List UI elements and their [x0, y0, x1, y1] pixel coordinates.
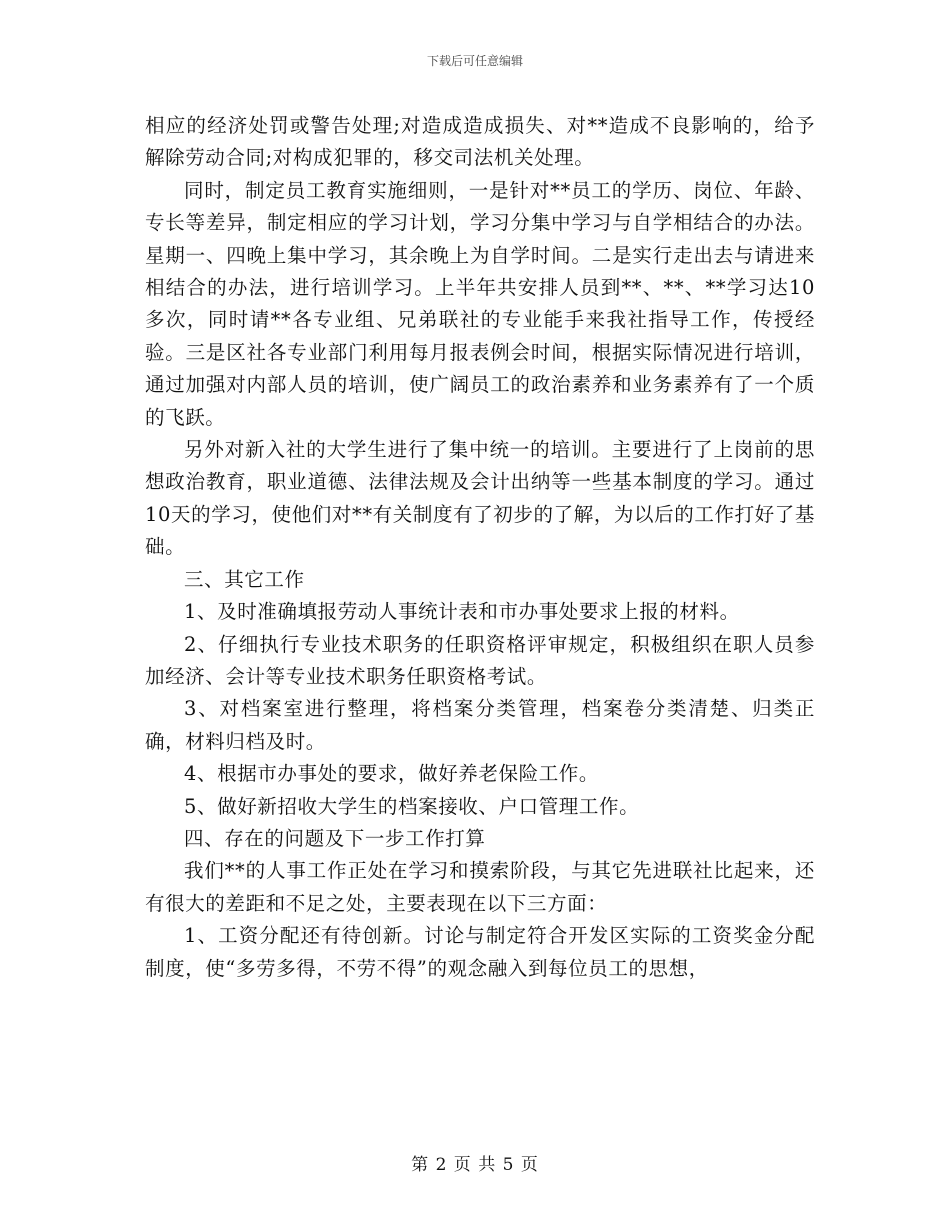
- section-heading-other-work: 三、其它工作: [184, 567, 305, 591]
- section-heading-problems: 四、存在的问题及下一步工作打算: [184, 826, 486, 850]
- list-item-4: 4、根据市办事处的要求，做好养老保险工作。: [184, 762, 600, 786]
- paragraph-2: 同时，制定员工教育实施细则，一是针对**员工的学历、岗位、年龄、专长等差异，制定相应的学习计划，学习分集中学习与自学相结合的办法。星期一、四晚上集中学习，其余晚上为自学时间。二是实行走出去与请进来相结合的办法，进行培训学习。上半年共安排人员到**、**、**学习达10多次，同时请**各专业组、兄弟联社的专业能手来我社指导工作，传授经验。三是区社各专业部门利用每月报表例会时间，根据实际情况进行培训，通过加强对内部人员的培训，使广阔员工的政治素养和业务素养有了一个质的飞跃。: [145, 178, 815, 429]
- paragraph-3: 另外对新入社的大学生进行了集中统一的培训。主要进行了上岗前的思想政治教育，职业道德、法律法规及会计出纳等一些基本制度的学习。通过10天的学习，使他们对**有关制度有了初步的了解，为以后的工作打好了基础。: [145, 438, 815, 559]
- list-item-1: 1、及时准确填报劳动人事统计表和市办事处要求上报的材料。: [184, 600, 740, 624]
- list-item-3: 3、对档案室进行整理，将档案分类管理，档案卷分类清楚、归类正确，材料归档及时。: [145, 697, 815, 753]
- problem-item-1: 1、工资分配还有待创新。讨论与制定符合开发区实际的工资奖金分配制度，使“多劳多得，不劳不得”的观念融入到每位员工的思想，: [145, 924, 815, 980]
- list-item-5: 5、做好新招收大学生的档案接收、户口管理工作。: [184, 794, 640, 818]
- page-number-footer: 第 2 页 共 5 页: [411, 1155, 539, 1175]
- paragraph-1: 相应的经济处罚或警告处理;对造成造成损失、对**造成不良影响的，给予解除劳动合同;对构成犯罪的，移交司法机关处理。: [145, 114, 815, 170]
- page-header: 下载后可任意编辑: [426, 54, 523, 68]
- list-item-2: 2、仔细执行专业技术职务的任职资格评审规定，积极组织在职人员参加经济、会计等专业技术职务任职资格考试。: [145, 632, 815, 688]
- document-body: [145, 110, 815, 985]
- paragraph-problems-intro: 我们**的人事工作正处在学习和摸索阶段，与其它先进联社比起来，还有很大的差距和不足之处，主要表现在以下三方面：: [145, 859, 815, 915]
